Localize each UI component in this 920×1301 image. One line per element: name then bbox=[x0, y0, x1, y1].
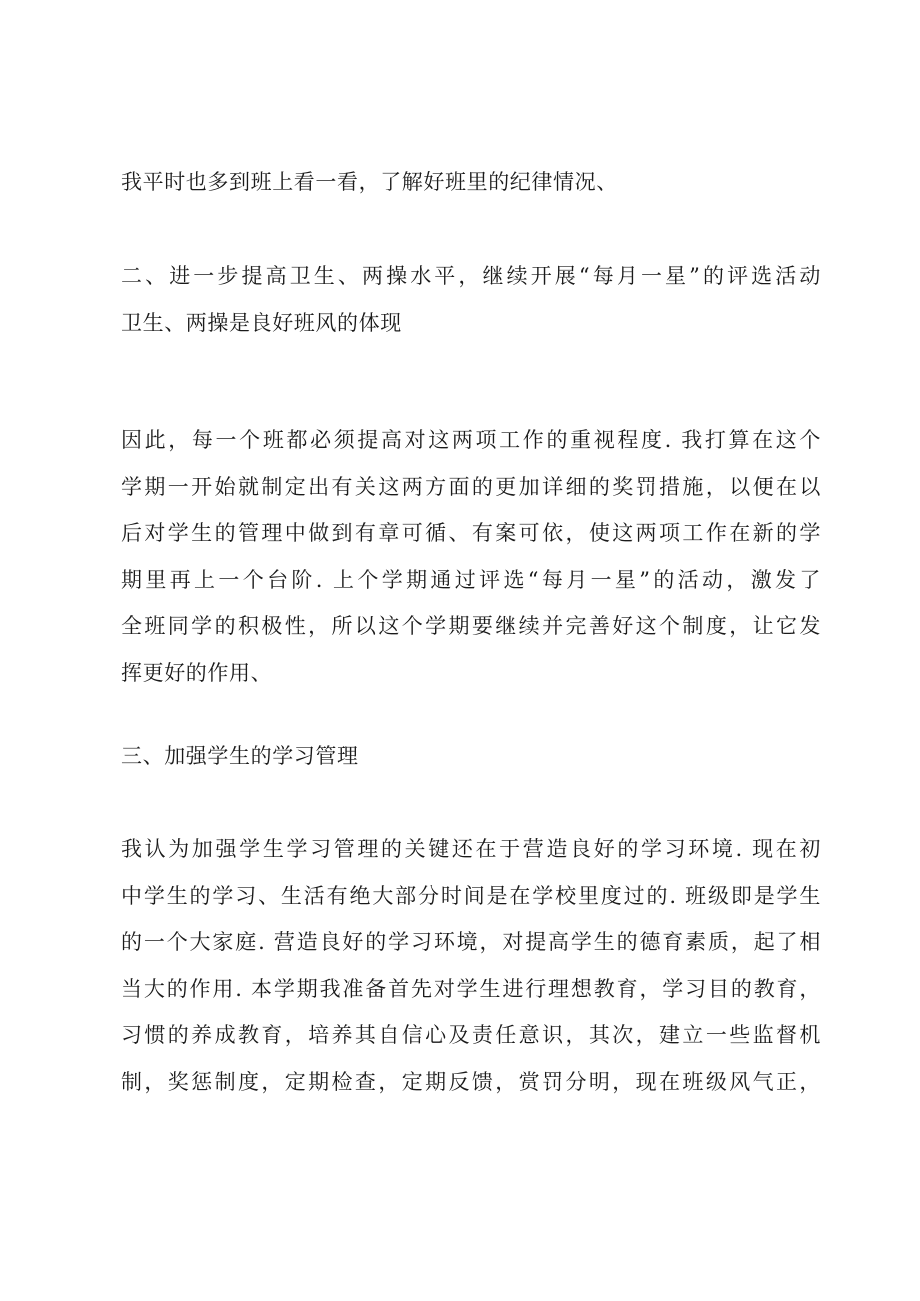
text-line: 后对学生的管理中做到有章可循、有案可依，使这两项工作在新的学 bbox=[121, 521, 821, 545]
section-heading-hygiene bbox=[121, 253, 821, 346]
text-line: 因此，每一个班都必须提高对这两项工作的重视程度. 我打算在这个 bbox=[121, 428, 821, 452]
text-line: 我平时也多到班上看一看，了解好班里的纪律情况、 bbox=[121, 170, 618, 194]
text-line: 习惯的养成教育，培养其自信心及责任意识，其次，建立一些监督机 bbox=[121, 1023, 821, 1047]
paragraph-discipline bbox=[121, 159, 821, 206]
text-line: 二、进一步提高卫生、两操水平，继续开展“每月一星”的评选活动 bbox=[121, 264, 821, 288]
text-line: 我认为加强学生学习管理的关键还在于营造良好的学习环境. 现在初 bbox=[121, 837, 821, 861]
text-line: 卫生、两操是良好班风的体现 bbox=[121, 310, 402, 335]
text-line: 全班同学的积极性，所以这个学期要继续并完善好这个制度，让它发 bbox=[121, 614, 821, 638]
text-line: 中学生的学习、生活有绝大部分时间是在学校里度过的. 班级即是学生 bbox=[121, 883, 821, 908]
text-line: 学期一开始就制定出有关这两方面的更加详细的奖罚措施，以便在以 bbox=[121, 474, 821, 499]
text-line: 挥更好的作用、 bbox=[121, 660, 273, 685]
text-line: 制，奖惩制度，定期检查，定期反馈，赏罚分明，现在班级风气正， bbox=[121, 1069, 821, 1094]
text-line: 的一个大家庭. 营造良好的学习环境，对提高学生的德育素质，起了相 bbox=[121, 930, 821, 954]
text-line: 当大的作用. 本学期我准备首先对学生进行理想教育，学习目的教育， bbox=[121, 976, 821, 1001]
section-heading-study-management bbox=[121, 733, 821, 780]
text-line: 三、加强学生的学习管理 bbox=[121, 744, 359, 768]
paragraph-study-environment bbox=[121, 826, 821, 1105]
paragraph-hygiene-measures bbox=[121, 417, 821, 696]
text-line: 期里再上一个台阶. 上个学期通过评选“每月一星”的活动，激发了 bbox=[121, 567, 821, 592]
